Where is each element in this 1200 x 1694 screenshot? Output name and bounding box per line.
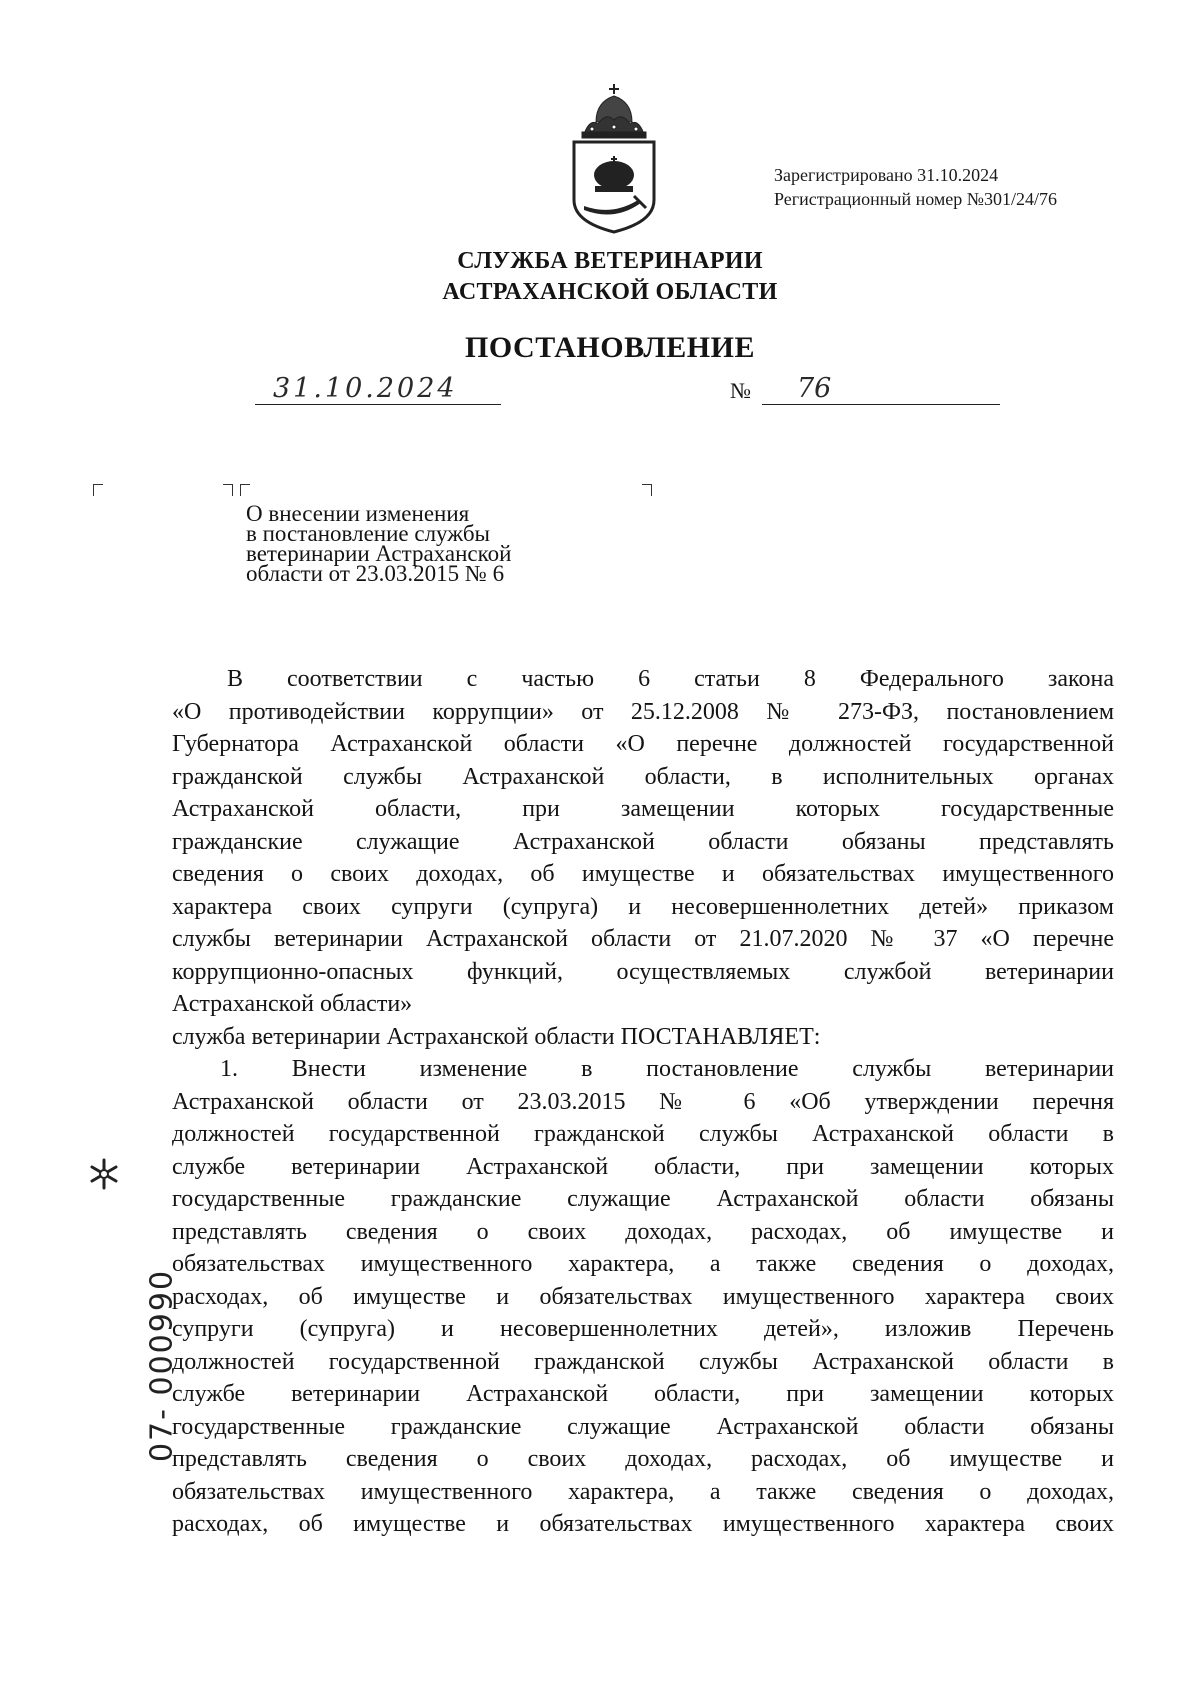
coat-of-arms-emblem <box>566 82 662 234</box>
body-line: должностей государственной гражданской службы Астраханской области в <box>172 1121 1114 1147</box>
corner-mark-top-right <box>223 484 233 496</box>
side-registration-stamp: 07- 000990 <box>144 1268 180 1463</box>
body-line: обязательствах имущественного характера, а также сведения о доходах, <box>172 1251 1114 1277</box>
body-line: государственные гражданские служащие Астраханской области обязаны <box>172 1413 1114 1440</box>
document-type-title: ПОСТАНОВЛЕНИЕ <box>465 331 755 364</box>
body-line: государственные гражданские служащие Астраханской области обязаны <box>172 1186 1114 1212</box>
document-date-handwritten: 31.10.2024 <box>273 373 458 404</box>
asterisk-stamp-icon <box>86 1156 122 1192</box>
body-line: В соответствии с частью 6 статьи 8 Федерального закона <box>227 666 1114 692</box>
body-line: «О противодействии коррупции» от 25.12.2008 № 273-ФЗ, постановлением <box>172 698 1114 725</box>
body-line: службы ветеринарии Астраханской области от 21.07.2020 № 37 «О перечне <box>172 926 1114 952</box>
body-line: расходах, об имуществе и обязательствах имущественного характера своих <box>172 1283 1114 1310</box>
body-line: гражданские служащие Астраханской области обязаны представлять <box>172 828 1114 855</box>
body-line: Астраханской области от 23.03.2015 № 6 «Об утверждении перечня <box>172 1088 1114 1115</box>
subject-line: области от 23.03.2015 № 6 <box>246 561 505 586</box>
body-line: службе ветеринарии Астраханской области, при замещении которых <box>172 1381 1114 1407</box>
body-line: Астраханской области, при замещении которых государственные <box>172 796 1114 822</box>
body-line: Губернатора Астраханской области «О перечне должностей государственной <box>172 731 1114 757</box>
body-line: супруги (супруга) и несовершеннолетних детей», изложив Перечень <box>172 1316 1114 1342</box>
body-line: представлять сведения о своих доходах, расходах, об имуществе и <box>172 1446 1114 1472</box>
subject-line: О внесении изменения <box>246 501 470 526</box>
date-underline <box>255 404 501 405</box>
subject-line: в постановление службы <box>246 521 490 546</box>
number-underline <box>762 404 1000 405</box>
body-line: службе ветеринарии Астраханской области, при замещении которых <box>172 1153 1114 1180</box>
corner-mark-top-left <box>93 484 103 496</box>
body-line: коррупционно-опасных функций, осуществляемых службой ветеринарии <box>172 958 1114 985</box>
body-line: служба ветеринарии Астраханской области ПОСТАНАВЛЯЕТ: <box>172 1023 821 1050</box>
body-line: характера своих супруги (супруга) и несовершеннолетних детей» приказом <box>172 893 1114 920</box>
corner-mark-top-left <box>240 484 250 496</box>
body-line: должностей государственной гражданской службы Астраханской области в <box>172 1348 1114 1375</box>
subject-line: ветеринарии Астраханской <box>246 541 512 566</box>
document-body <box>172 663 1114 1541</box>
body-line: представлять сведения о своих доходах, расходах, об имуществе и <box>172 1218 1114 1245</box>
number-sign: № <box>730 378 751 403</box>
body-line: расходах, об имуществе и обязательствах имущественного характера своих <box>172 1511 1114 1537</box>
document-number-handwritten: 76 <box>797 373 832 404</box>
body-line: сведения о своих доходах, об имуществе и обязательствах имущественного <box>172 861 1114 887</box>
body-line: Астраханской области» <box>172 991 413 1017</box>
corner-mark-top-right <box>642 484 652 496</box>
registration-date: Зарегистрировано 31.10.2024 <box>774 165 999 185</box>
registration-stamp <box>774 163 1057 211</box>
organization-line-2: АСТРАХАНСКОЙ ОБЛАСТИ <box>442 279 778 305</box>
body-line: обязательствах имущественного характера, а также сведения о доходах, <box>172 1478 1114 1505</box>
organization-line-1: СЛУЖБА ВЕТЕРИНАРИИ <box>457 248 763 274</box>
registration-number: Регистрационный номер №301/24/76 <box>774 189 1057 209</box>
document-subject <box>246 501 512 586</box>
body-line: 1. Внести изменение в постановление службы ветеринарии <box>220 1056 1114 1082</box>
body-line: гражданской службы Астраханской области, в исполнительных органах <box>172 763 1114 790</box>
organization-name <box>340 246 880 308</box>
